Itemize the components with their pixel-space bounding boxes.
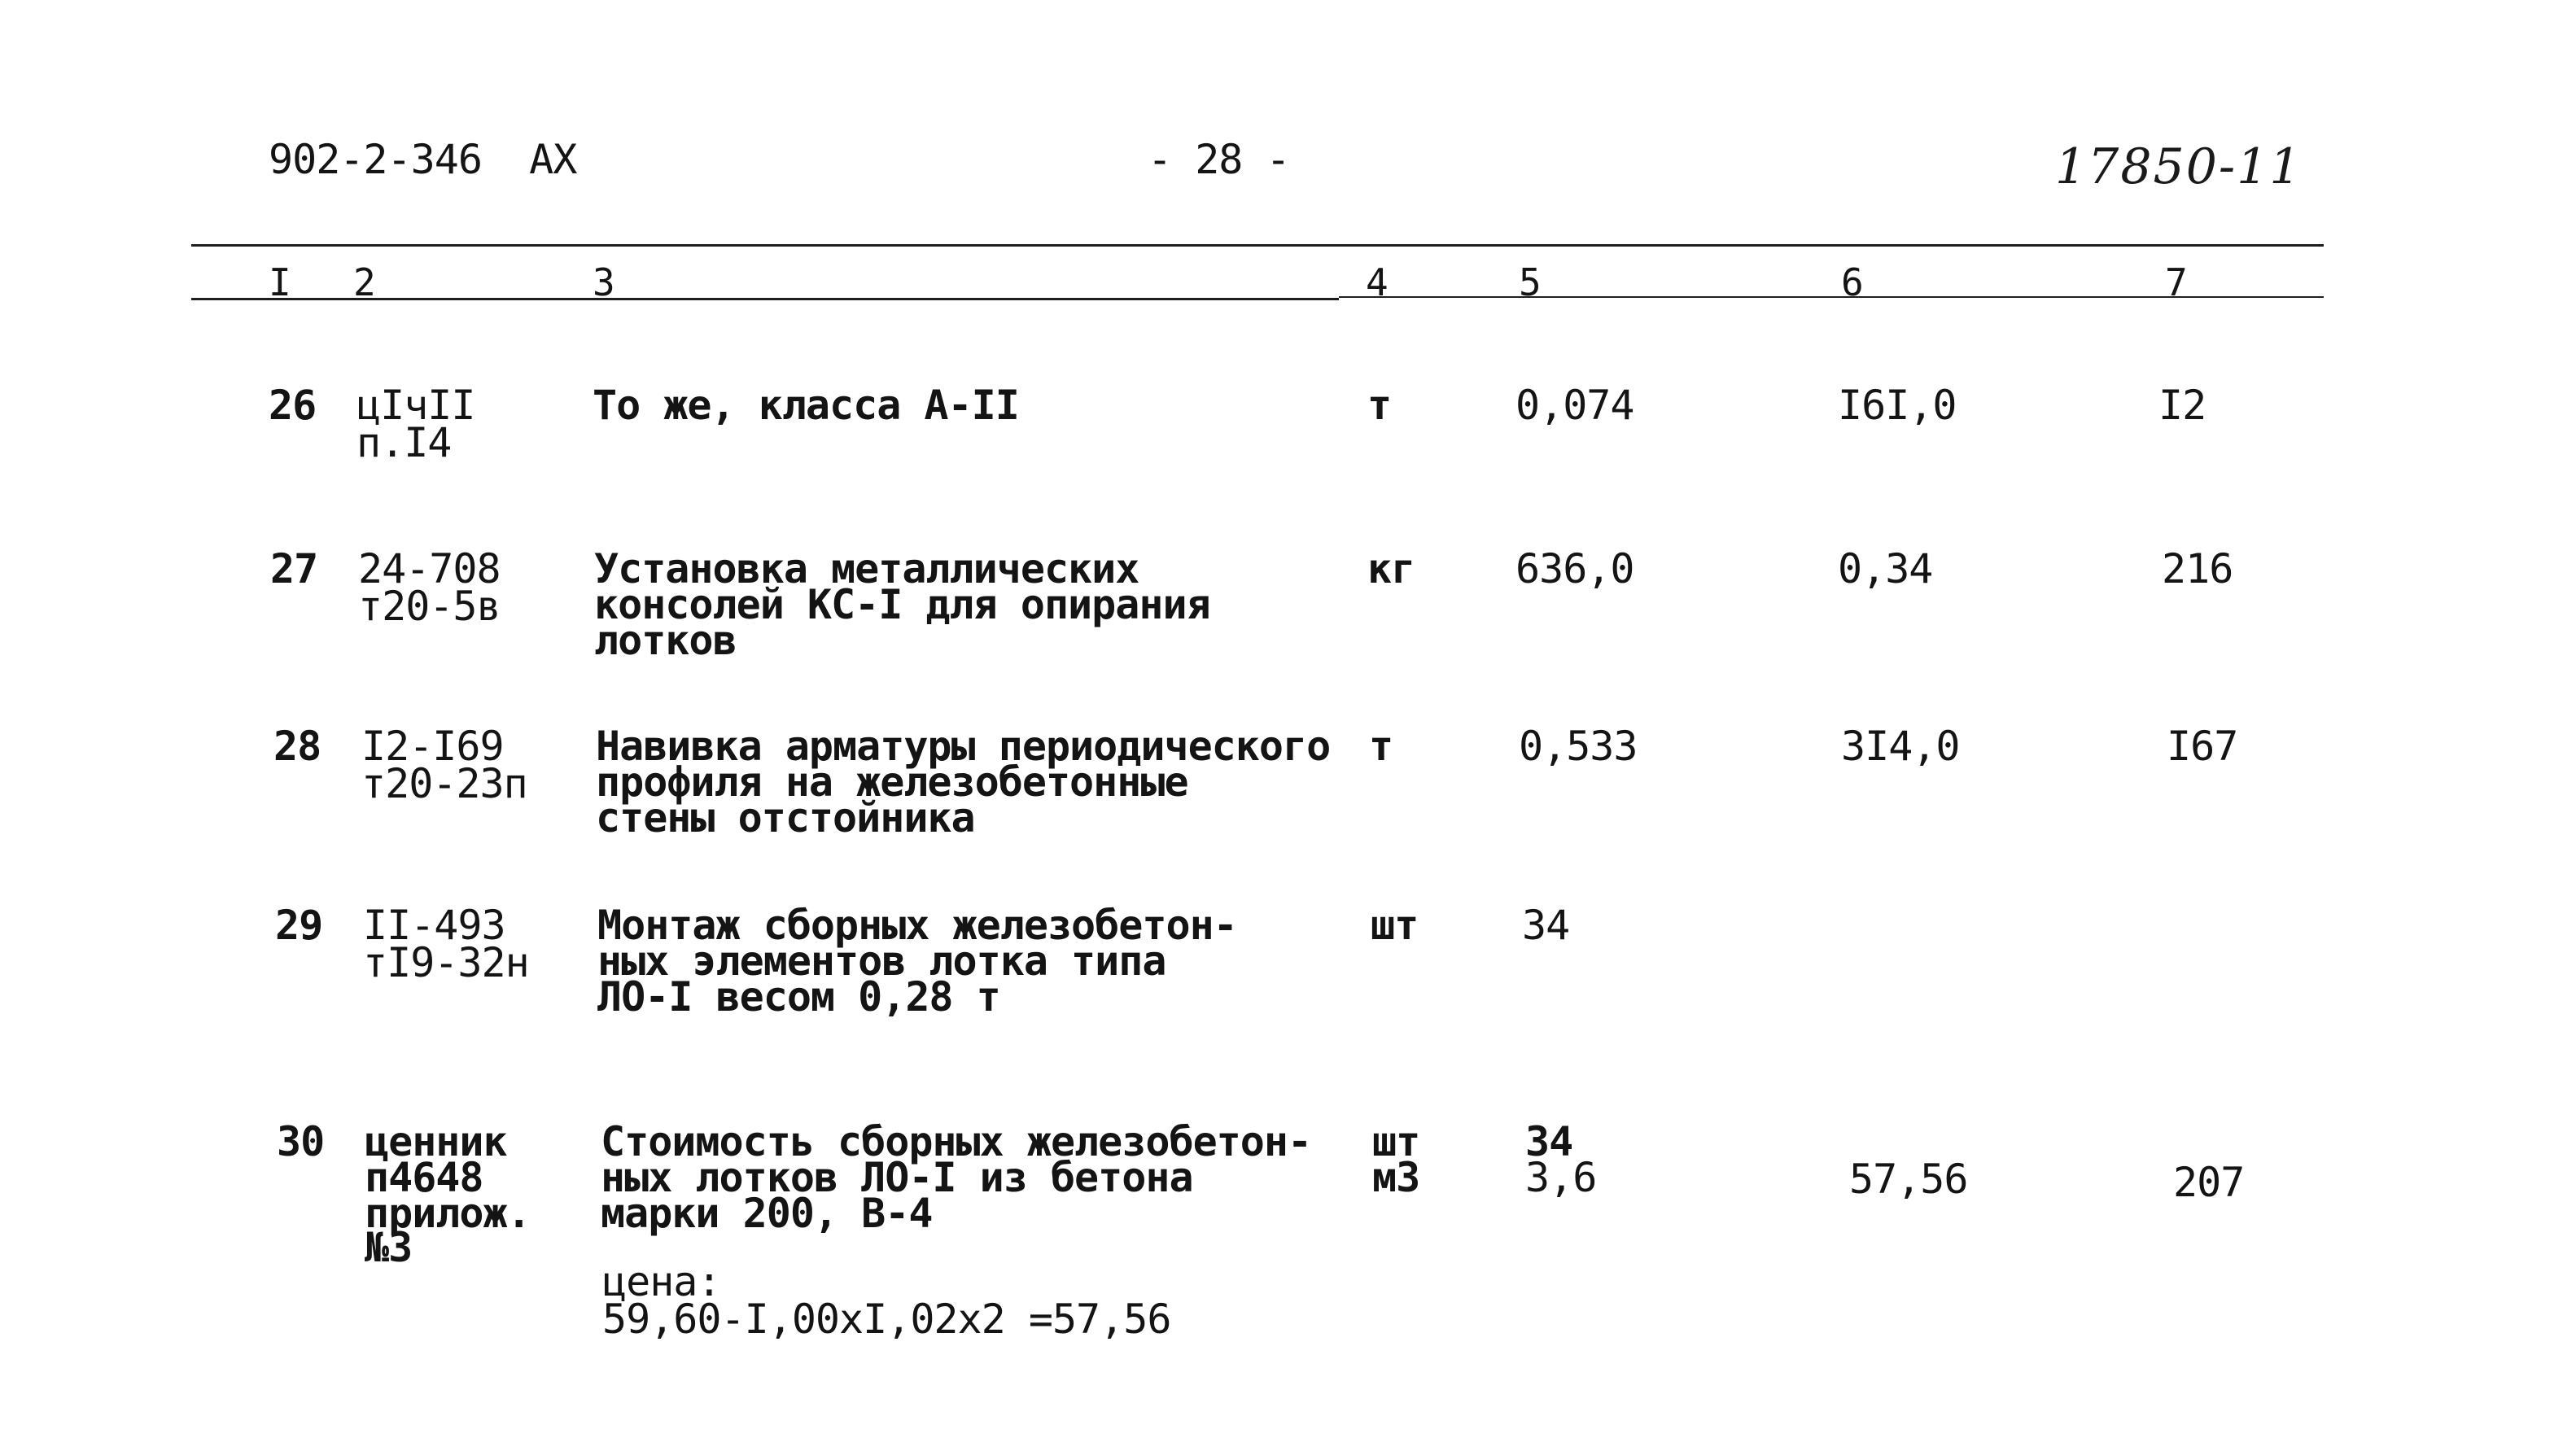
description-line: Установка металлических <box>594 545 1139 592</box>
description-line: ЛО-I весом 0,28 т <box>597 973 1000 1021</box>
norm-code-line: т20-23п <box>361 760 527 807</box>
norm-code-line: прилож. <box>365 1190 531 1237</box>
column-number-7: 7 <box>2165 260 2187 304</box>
total-cost: I2 <box>2158 382 2206 429</box>
norm-code-line: тI9-32н <box>363 939 529 986</box>
row-number: 27 <box>270 545 318 592</box>
row-number: 30 <box>277 1118 325 1165</box>
description-line: ных лотков ЛО-I из бетона <box>601 1154 1193 1201</box>
column-number-4: 4 <box>1366 260 1388 304</box>
description-line: ных элементов лотка типа <box>597 937 1166 985</box>
total-cost: 216 <box>2162 545 2233 592</box>
column-number-5: 5 <box>1519 260 1541 304</box>
unit-price: 3I4,0 <box>1841 723 1960 770</box>
description-line: консолей КС-I для опирания <box>594 581 1210 628</box>
unit: т <box>1367 382 1392 429</box>
quantity: 0,074 <box>1515 382 1634 429</box>
norm-code-line: ценник <box>365 1118 507 1165</box>
unit: шт <box>1372 1118 1420 1165</box>
description-line: марки 200, В-4 <box>601 1190 933 1237</box>
norm-code-line: №3 <box>365 1224 413 1271</box>
total-cost: I67 <box>2167 723 2238 770</box>
norm-code-line: 24-708 <box>358 545 501 592</box>
handwritten-inventory-number: 17850-11 <box>2055 138 2303 195</box>
norm-code-line: п.I4 <box>356 419 452 466</box>
unit-price: I6I,0 <box>1838 382 1957 429</box>
description-line: То же, класса А-II <box>593 382 1019 429</box>
quantity: 34 <box>1522 902 1570 949</box>
norm-code-line: цIчII <box>356 382 475 429</box>
total-cost: 207 <box>2173 1159 2245 1206</box>
unit-price: 57,56 <box>1849 1156 1968 1203</box>
table-top-rule <box>191 244 2324 247</box>
quantity: 34 <box>1525 1118 1573 1165</box>
quantity: 0,533 <box>1519 723 1638 770</box>
norm-code-line: II-493 <box>363 902 505 949</box>
row-number: 26 <box>269 382 317 429</box>
price-note-label: цена: <box>602 1258 721 1305</box>
norm-code-line: п4648 <box>365 1154 483 1201</box>
description-line: Монтаж сборных железобетон- <box>597 902 1237 949</box>
unit: кг <box>1367 545 1415 592</box>
page-number: - 28 - <box>1148 136 1290 183</box>
unit-price: 0,34 <box>1838 545 1933 592</box>
column-number-1: I <box>269 260 291 304</box>
column-number-3: 3 <box>593 260 614 304</box>
row-number: 29 <box>275 902 323 949</box>
column-number-6: 6 <box>1841 260 1863 304</box>
document-code: 902-2-346 АХ <box>269 136 577 183</box>
norm-code-line: I2-I69 <box>361 723 504 770</box>
row-number: 28 <box>273 723 321 770</box>
quantity: 3,6 <box>1525 1154 1597 1201</box>
norm-code-line: т20-5в <box>358 583 501 630</box>
description-line: Стоимость сборных железобетон- <box>601 1118 1312 1165</box>
description-line: лотков <box>594 617 737 664</box>
description-line: Навивка арматуры периодического <box>596 723 1331 770</box>
unit: т <box>1369 723 1393 770</box>
unit: м3 <box>1372 1154 1420 1201</box>
column-number-2: 2 <box>353 260 375 304</box>
quantity: 636,0 <box>1515 545 1634 592</box>
price-formula: 59,60-I,00хI,02х2 =57,56 <box>602 1296 1171 1343</box>
description-line: стены отстойника <box>596 794 975 841</box>
unit: шт <box>1371 902 1419 949</box>
description-line: профиля на железобетонные <box>596 758 1188 806</box>
